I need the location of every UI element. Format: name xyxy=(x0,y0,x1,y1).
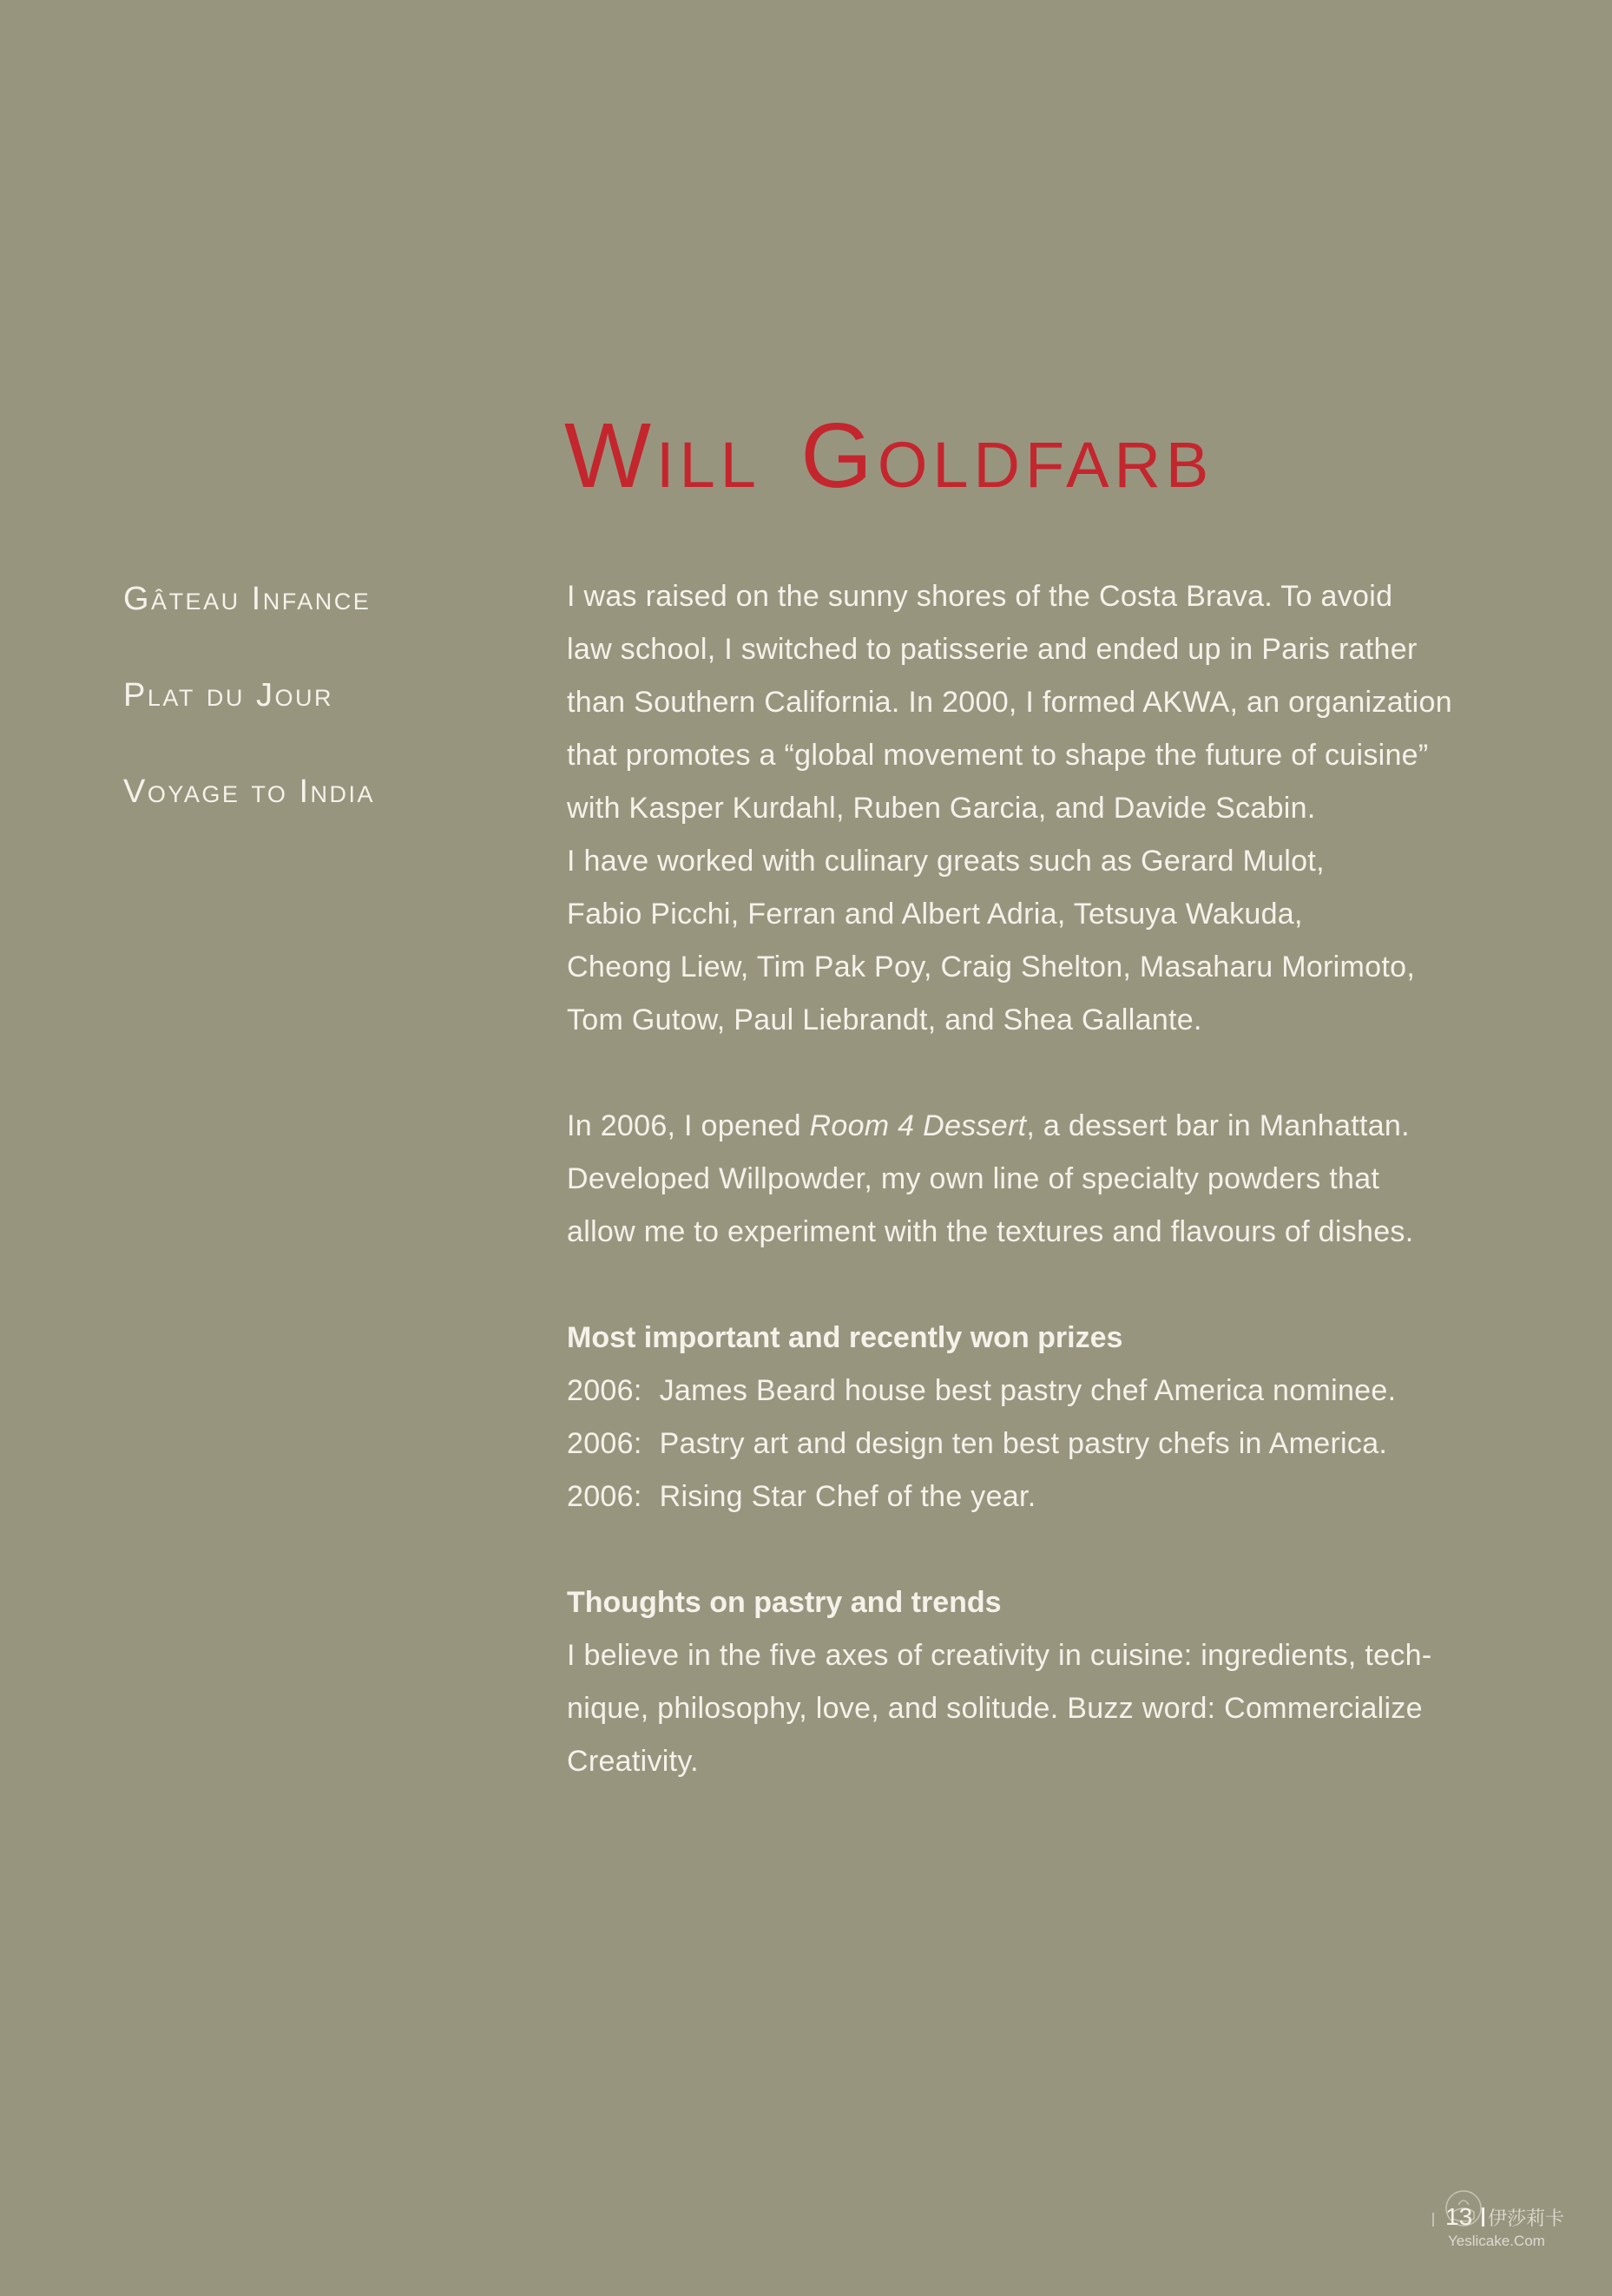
text-segment: In 2006, I opened xyxy=(567,1109,810,1142)
text-line: Creativity. xyxy=(567,1745,699,1778)
paragraph-spacer xyxy=(567,1523,1452,1576)
text-line: I have worked with culinary greats such as Gerard Mulot, xyxy=(567,845,1325,878)
bio-paragraph-1 xyxy=(567,570,1452,1047)
page-number: 13 xyxy=(1445,2203,1473,2230)
recipe-list xyxy=(123,582,375,872)
prizes-section xyxy=(567,1312,1452,1523)
text-line: Tom Gutow, Paul Liebrandt, and Shea Gallante. xyxy=(567,1003,1202,1036)
text-line: I believe in the five axes of creativity in cuisine: ingredients, tech- xyxy=(567,1639,1432,1672)
text-line: law school, I switched to patisserie and ended up in Paris rather xyxy=(567,633,1418,666)
text-segment: , a dessert bar in Manhattan. xyxy=(1026,1109,1410,1142)
restaurant-name: Room 4 Dessert xyxy=(809,1109,1027,1142)
text-line: Cheong Liew, Tim Pak Poy, Craig Shelton, Masaharu Morimoto, xyxy=(567,951,1416,984)
text-line: than Southern California. In 2000, I formed AKWA, an organization xyxy=(567,686,1452,719)
paragraph-spacer xyxy=(567,1047,1452,1100)
text-line: allow me to experiment with the textures and flavours of dishes. xyxy=(567,1215,1414,1248)
page-number-divider xyxy=(1432,2213,1434,2227)
text-line: nique, philosophy, love, and solitude. Buzz word: Commercialize xyxy=(567,1692,1423,1725)
prize-year: 2006: xyxy=(567,1374,642,1407)
prize-text: James Beard house best pastry chef America nominee. xyxy=(659,1374,1397,1407)
prize-text: Rising Star Chef of the year. xyxy=(659,1480,1036,1513)
text-line: with Kasper Kurdahl, Ruben Garcia, and Davide Scabin. xyxy=(567,792,1316,825)
prize-year: 2006: xyxy=(567,1480,642,1513)
recipe-item-plat-du-jour: Plat du Jour xyxy=(123,677,333,714)
watermark-site: Yeslicake.Com xyxy=(1448,2233,1545,2249)
text-line: that promotes a “global movement to shape the future of cuisine” xyxy=(567,739,1429,772)
prize-text: Pastry art and design ten best pastry chefs in America. xyxy=(659,1427,1388,1460)
watermark-name: 伊莎莉卡 xyxy=(1488,2207,1565,2229)
text-line: Fabio Picchi, Ferran and Albert Adria, Tetsuya Wakuda, xyxy=(567,898,1303,931)
prize-item xyxy=(567,1470,1452,1523)
prize-item xyxy=(567,1365,1452,1418)
recipe-item-gateau-infance: Gâteau Infance xyxy=(123,581,372,617)
text-line: Developed Willpowder, my own line of specialty powders that xyxy=(567,1162,1380,1195)
page-number-divider xyxy=(1482,2207,1484,2227)
prize-item xyxy=(567,1418,1452,1470)
text-line: I was raised on the sunny shores of the Costa Brava. To avoid xyxy=(567,580,1393,613)
biography xyxy=(567,570,1452,1788)
page-title: Will Goldfarb xyxy=(564,405,1214,507)
text-line xyxy=(567,1100,1452,1153)
prizes-heading: Most important and recently won prizes xyxy=(567,1321,1123,1354)
recipe-item-voyage-to-india: Voyage to India xyxy=(123,773,376,810)
thoughts-heading: Thoughts on pastry and trends xyxy=(567,1586,1002,1619)
bio-paragraph-2 xyxy=(567,1100,1452,1259)
paragraph-spacer xyxy=(567,1259,1452,1312)
thoughts-section xyxy=(567,1576,1452,1788)
prize-year: 2006: xyxy=(567,1427,642,1460)
